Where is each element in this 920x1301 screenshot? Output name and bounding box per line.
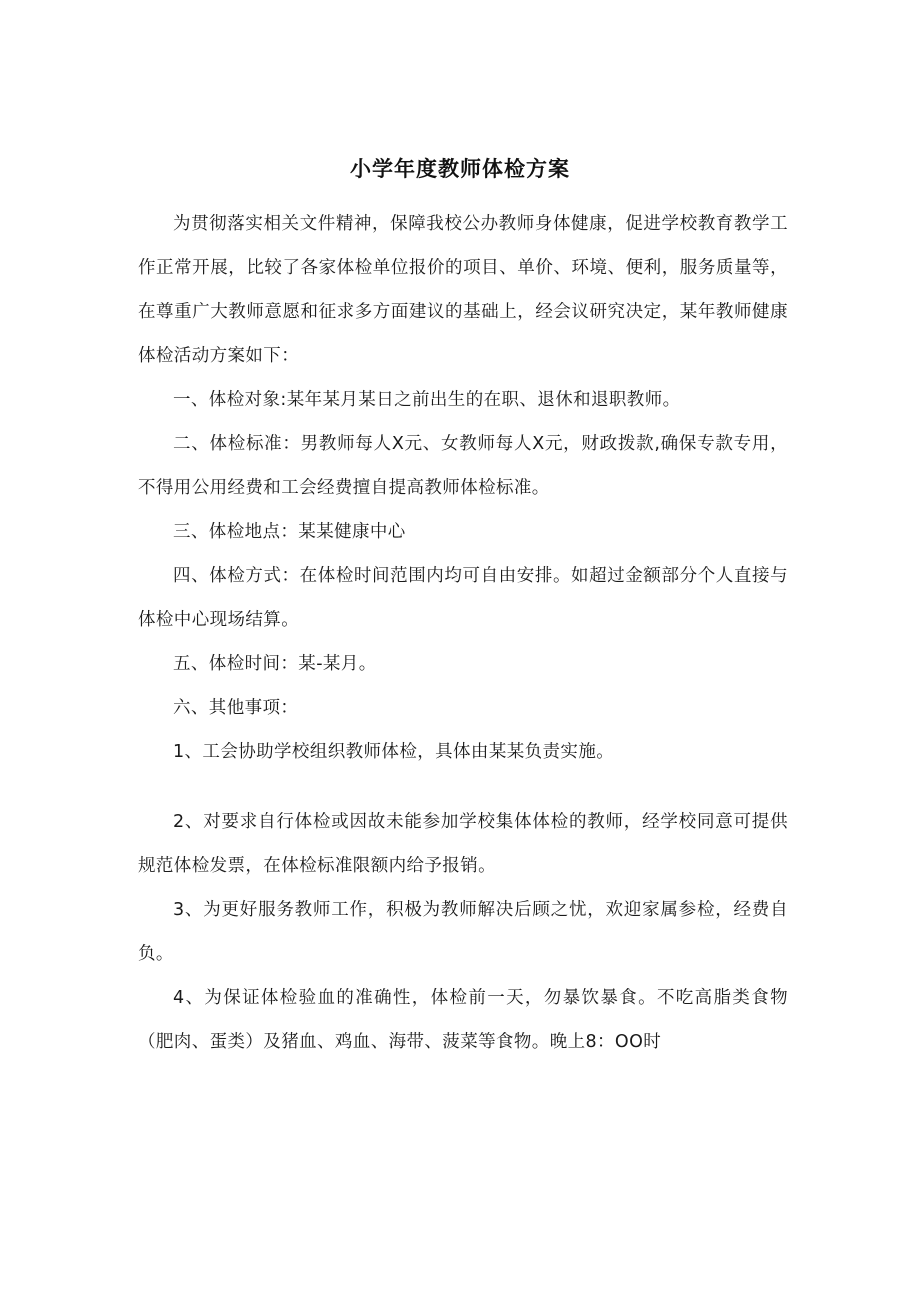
paragraph-section-4: 四、体检方式：在体检时间范围内均可自由安排。如超过金额部分个人直接与体检中心现场结算。 <box>138 566 788 630</box>
paragraph-item-4: 4、为保证体检验血的准确性，体检前一天，勿暴饮暴食。不吃高脂类食物（肥肉、蛋类）及猪血、鸡血、海带、菠菜等食物。晚上8：OO时 <box>138 988 788 1052</box>
paragraph-item-3: 3、为更好服务教师工作，积极为教师解决后顾之忧，欢迎家属参检，经费自负。 <box>138 900 788 964</box>
paragraph-section-2: 二、体检标准：男教师每人X元、女教师每人X元，财政拨款,确保专款专用，不得用公用经费和工会经费擅自提高教师体检标准。 <box>138 434 788 498</box>
paragraph-item-1: 1、工会协助学校组织教师体检，具体由某某负责实施。 <box>173 742 615 762</box>
paragraph-section-3: 三、体检地点：某某健康中心 <box>173 522 406 542</box>
paragraph-item-2: 2、对要求自行体检或因故未能参加学校集体体检的教师，经学校同意可提供规范体检发票，在体检标准限额内给予报销。 <box>138 812 788 876</box>
paragraph-intro: 为贯彻落实相关文件精神，保障我校公办教师身体健康，促进学校教育教学工作正常开展，比较了各家体检单位报价的项目、单价、环境、便利，服务质量等，在尊重广大教师意愿和征求多方面建议的基础上，经会议研究决定，某年教师健康体检活动方案如下： <box>138 214 788 366</box>
paragraph-section-1: 一、体检对象:某年某月某日之前出生的在职、退休和退职教师。 <box>173 390 681 410</box>
document-body <box>138 202 788 1064</box>
document-title: 小学年度教师体检方案 <box>350 157 570 182</box>
paragraph-section-5: 五、体检时间：某-某月。 <box>173 654 377 674</box>
paragraph-section-6: 六、其他事项： <box>173 698 299 718</box>
